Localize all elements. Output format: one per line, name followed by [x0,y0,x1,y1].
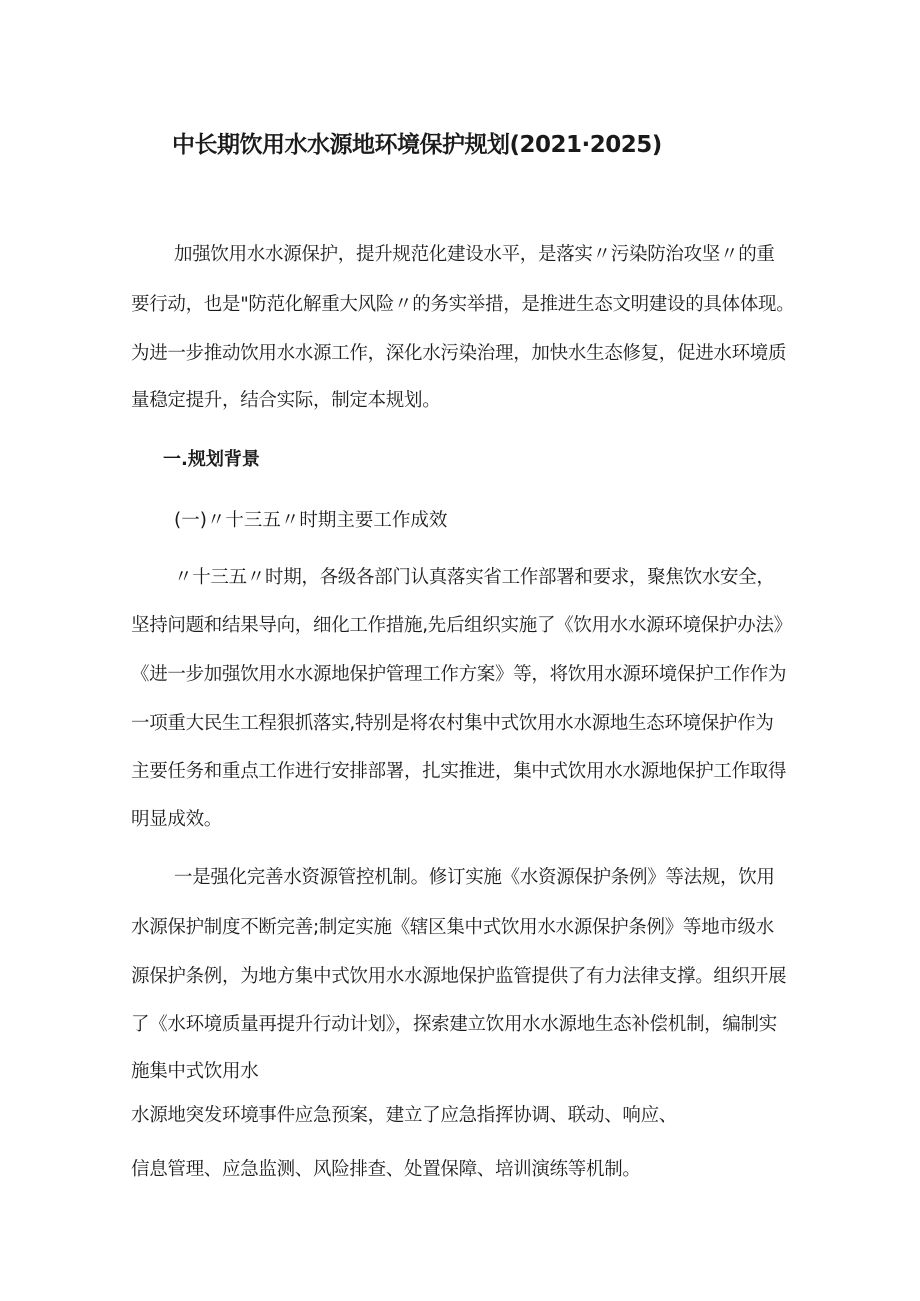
paragraph-line: 〃十三五〃时期，各级各部门认真落实省工作部署和要求，聚焦饮水安全， [174,567,775,588]
intro-line: 为进一步推动饮用水水源工作，深化水污染治理，加快水生态修复，促进水环境质 [131,343,787,364]
paragraph-line: 明显成效。 [131,809,223,830]
intro-line: 要行动，也是"防范化解重大风险〃的务实举措，是推进生态文明建设的具体体现。 [131,294,795,315]
paragraph-line: 施集中式饮用水 [131,1061,259,1082]
paragraph-line: 坚持问题和结果导向，细化工作措施,先后组织实施了《饮用水水源环境保护办法》 [131,615,792,636]
intro-line: 量稳定提升，结合实际，制定本规划。 [131,390,441,411]
paragraph-line: 水源保护制度不断完善;制定实施《辖区集中式饮用水水源保护条例》等地市级水 [131,917,774,938]
paragraph-line: 主要任务和重点工作进行安排部署，扎实推进，集中式饮用水水源地保护工作取得 [131,761,787,782]
subsection-heading: (一)〃十三五〃时期主要工作成效 [174,510,448,531]
paragraph-line: 了《水环境质量再提升行动计划》，探索建立饮用水水源地生态补偿机制，编制实 [131,1014,777,1035]
paragraph-line: 信息管理、应急监测、风险排查、处置保障、培训演练等机制。 [131,1159,641,1180]
document-title: 中长期饮用水水源地环境保护规划(2021·2025) [172,132,662,158]
intro-line: 加强饮用水水源保护，提升规范化建设水平，是落实〃污染防治攻坚〃的重 [174,244,775,265]
paragraph-line: 水源地突发环境事件应急预案，建立了应急指挥协调、联动、响应、 [131,1105,678,1126]
paragraph-line: 一是强化完善水资源管控机制。修订实施《水资源保护条例》等法规，饮用 [174,867,775,888]
paragraph-line: 源保护条例，为地方集中式饮用水水源地保护监管提供了有力法律支撑。组织开展 [131,966,787,987]
paragraph-line: 一项重大民生工程狠抓落实,特别是将农村集中式饮用水水源地生态环境保护作为 [131,713,774,734]
paragraph-line: 《进一步加强饮用水水源地保护管理工作方案》等，将饮用水源环境保护工作作为 [131,664,787,685]
section-heading: 一.规划背景 [163,449,260,470]
